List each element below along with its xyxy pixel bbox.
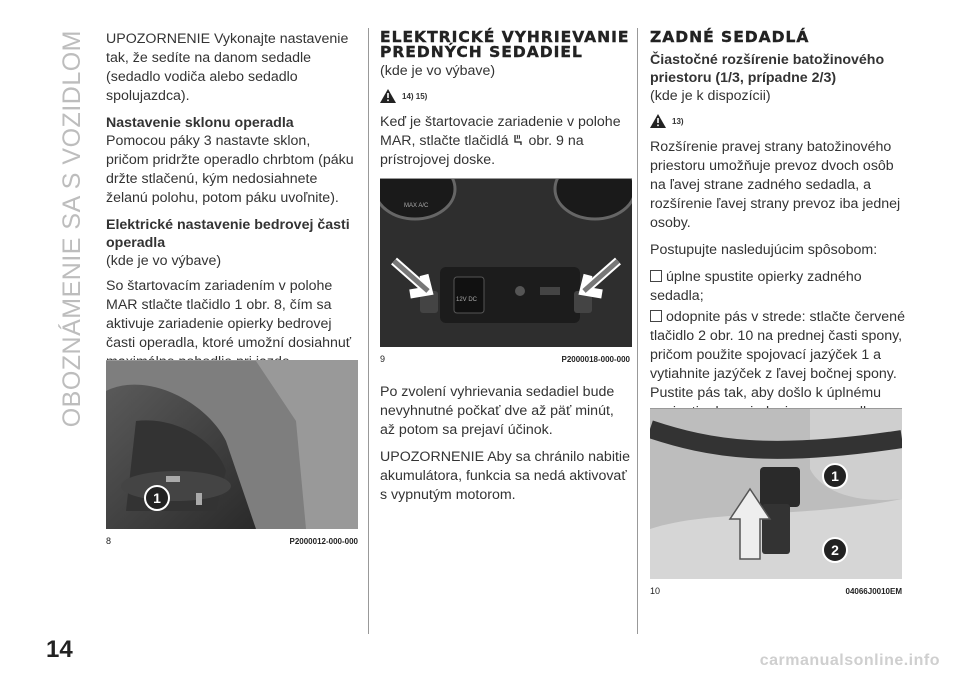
section-heading: Nastavenie sklonu operadla (106, 115, 294, 131)
section-heading: Elektrické nastavenie bedrovej časti operadla (106, 217, 350, 251)
bullet-box-icon (650, 270, 662, 282)
paragraph: Rozšírenie pravej strany batožinového priestoru umožňuje prevoz dvoch osôb na ľavej strane zadného sedadla, a rozšírenie ľavej strany prevoz iba jednej osoby. (650, 139, 901, 231)
column-3 (650, 28, 905, 596)
figure-8 (106, 360, 358, 551)
page-number: 14 (46, 636, 73, 663)
availability-note: (kde je vo výbave) (380, 63, 496, 79)
belt-photo (650, 408, 902, 579)
figure-caption: 9 P2000018-000-000 (380, 354, 630, 364)
callout-1: 1 (822, 463, 848, 489)
button-label: MAX A/C (404, 203, 429, 209)
paragraph: Postupujte nasledujúcim spôsobom: (650, 242, 878, 258)
paragraph: Keď je štartovacie zariadenie v polohe MAR, stlačte tlačidlá obr. 9 na prístrojovej doske. (380, 114, 621, 168)
warning-triangle-icon (380, 89, 396, 103)
section-heading: ELEKTRICKÉ VYHRIEVANIE PREDNÝCH SEDADIEL (380, 28, 630, 61)
paragraph: So štartovacím zariadením v polohe MAR stlačte tlačidlo 1 obr. 8, čím sa aktivuje zariadenie opierky bedrovej časti operadla, ktoré umožní dosiahnuť (106, 278, 352, 351)
column-divider (637, 28, 638, 634)
warning-reference: 14) 15) (380, 87, 630, 105)
seat-photo (106, 360, 358, 529)
column-divider (368, 28, 369, 634)
dashboard-photo (380, 178, 632, 347)
subsection-heading: Čiastočné rozšírenie batožinového priestoru (1/3, prípadne 2/3) (650, 52, 885, 86)
callout-2: 2 (822, 537, 848, 563)
availability-note: (kde je k dispozícii) (650, 88, 771, 104)
column-1 (106, 30, 358, 546)
seat-illustration (106, 361, 358, 529)
callout-1: 1 (144, 485, 170, 511)
figure-caption: 8 P2000012-000-000 (106, 536, 358, 546)
socket-label: 12V DC (456, 297, 478, 303)
figure-caption: 10 04066J0010EM (650, 586, 902, 596)
figure-9 (380, 178, 630, 369)
side-section-title: OBOZNÁMENIE SA S VOZIDLOM (57, 30, 86, 428)
list-item: odopnite pás v strede: stlačte červené tlačidlo 2 obr. 10 na prednej časti spony, pričom použite spojovací jazýček 1 a vytiahnite jazýček z ľavej bočnej spony. Pustite pás tak, aby došlo k úplnému (650, 309, 905, 401)
seat-belt-illustration (650, 409, 902, 579)
warning-triangle-icon (650, 114, 666, 128)
paragraph: Pomocou páky 3 nastavte sklon, pričom pridržte operadlo chrbtom (páku držte stlačenú, kým nedosiahnete želanú polohu, potom páku uvoľnite). (106, 133, 354, 206)
warning-reference: 13) (650, 112, 905, 130)
note-paragraph: UPOZORNENIE Vykonajte nastavenie tak, že sedíte na danom sedadle (sedadlo vodiča alebo sedadlo spolujazdca). (106, 31, 349, 104)
bullet-box-icon (650, 310, 662, 322)
watermark: carmanualsonline.info (759, 652, 940, 669)
list-item: úplne spustite opierky zadného sedadla; (650, 269, 862, 304)
paragraph: Po zvolení vyhrievania sedadiel bude nevyhnutné počkať dve až päť minút, až potom sa prejaví účinok. (380, 384, 615, 438)
note-paragraph: UPOZORNENIE Aby sa chránilo nabitie akumulátora, funkcia sa nedá aktivovať s vypnutým motorom. (380, 449, 630, 503)
seat-heater-icon (512, 134, 524, 146)
availability-note: (kde je vo výbave) (106, 253, 222, 269)
figure-10 (650, 408, 902, 601)
column-2 (380, 30, 630, 513)
section-heading: ZADNÉ SEDADLÁ (650, 28, 810, 46)
